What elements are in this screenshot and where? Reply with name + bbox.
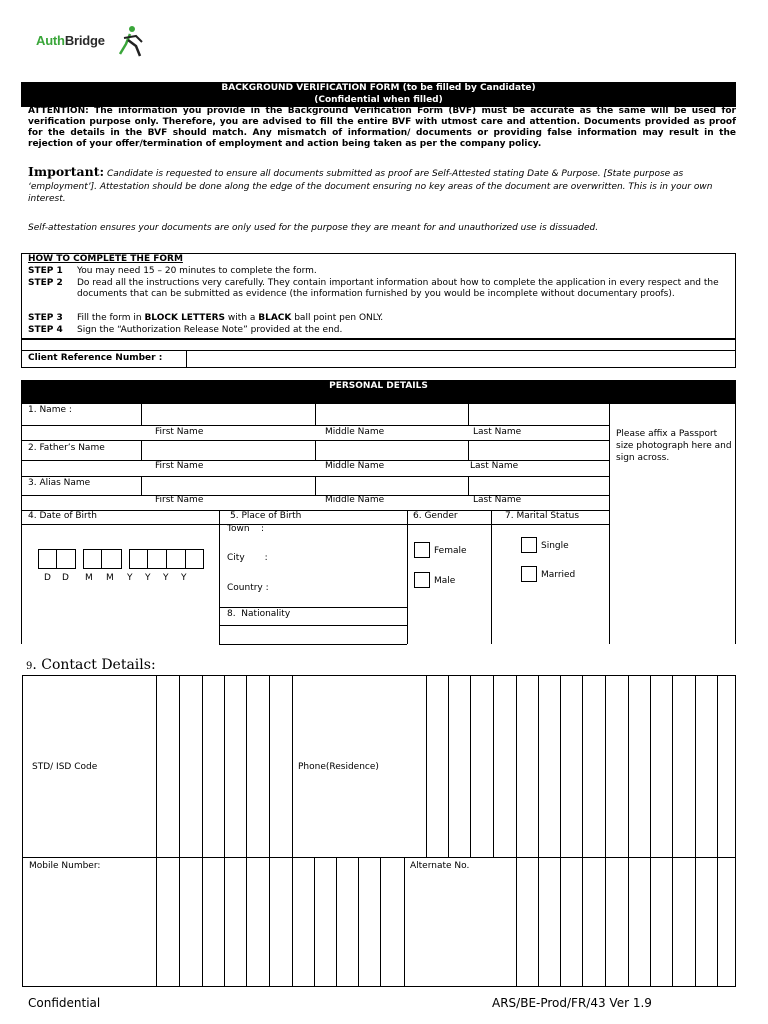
client-reference-label: Client Reference Number : [28,353,163,363]
table-rule [219,607,407,608]
father-middle-caption: Middle Name [325,461,385,471]
self-attestation-note: Self-attestation ensures your documents are only used for the purpose they are meant for and unauthorized use is dissuaded. [28,223,599,233]
married-checkbox[interactable] [521,566,537,582]
alias-first-name-field[interactable] [142,477,314,494]
table-rule [56,549,57,569]
country-field[interactable] [290,581,405,597]
table-rule [166,549,167,569]
father-first-name-field[interactable] [142,441,314,459]
gender-label: 6. Gender [413,511,458,521]
table-rule [21,460,609,461]
attention-note: ATTENTION: The information you provide in the Background Verification Form (BVF) must be accurate as the same will be used for verification purpose only. Therefore, you are advised to fill the entire BVF with utmost care and attention. Documents provided as proof for the details in the BVF should match. Any mismatch of information/ documents or providing false information may result in the rejection of your offer/termination of employment and action being taken as per the company policy. [28,106,736,149]
authbridge-logo [36,24,156,64]
alias-name-label: 3. Alias Name [28,478,91,488]
female-checkbox[interactable] [414,542,430,558]
married-label: Married [541,570,576,580]
town-field[interactable] [290,523,405,539]
std-isd-code-field[interactable] [157,676,291,856]
footer-form-code: ARS/BE-Prod/FR/43 Ver 1.9 [492,996,652,1010]
std-isd-code-label: STD/ ISD Code [32,762,98,772]
logo-wordmark: AuthBridge [36,33,105,48]
nationality-field[interactable] [220,626,406,643]
pob-label: 5. Place of Birth [230,511,302,521]
father-last-caption: Last Name [470,461,519,471]
table-rule [292,675,293,857]
dob-label: 4. Date of Birth [28,511,97,521]
alternate-number-field[interactable] [517,858,735,986]
table-rule [185,549,186,569]
table-rule [491,510,492,644]
important-text: Candidate is requested to ensure all documents submitted as proof are Self-Attested stating Date & Purpose. [State purpose as ‘employment’]. Attestation should be done along the edge of the document ensuring no key areas of the document are overwritten. This is in your own interest. [28,169,713,204]
how-title: HOW TO COMPLETE THE FORM [28,254,183,264]
female-label: Female [434,546,467,556]
alias-middle-caption: Middle Name [325,495,385,505]
table-rule [101,549,102,569]
city-label: City : [227,553,268,563]
photo-area[interactable] [610,405,734,643]
form-header [21,82,736,107]
form-subtitle: (Confidential when filled) [314,95,443,105]
dob-format-m1: M [85,573,93,583]
table-rule [219,644,407,645]
mobile-number-field[interactable] [157,858,403,986]
dob-format-y1: Y [127,573,133,583]
single-checkbox[interactable] [521,537,537,553]
first-name-caption: First Name [155,427,204,437]
middle-name-field[interactable] [316,405,467,424]
important-label: Important: [28,164,105,179]
dob-format-m2: M [106,573,114,583]
last-name-field[interactable] [469,405,608,424]
father-first-caption: First Name [155,461,204,471]
runner-icon [116,24,146,60]
city-field[interactable] [290,551,405,567]
dob-format-d1: D [44,573,51,583]
male-checkbox[interactable] [414,572,430,588]
single-label: Single [541,541,569,551]
middle-name-caption: Middle Name [325,427,385,437]
important-note [28,164,736,206]
last-name-caption: Last Name [473,427,522,437]
photo-instruction: Please affix a Passport size photograph here and sign across. [616,429,732,463]
footer-confidential: Confidential [28,996,101,1010]
nationality-label: 8. Nationality [227,609,291,619]
dob-format-y2: Y [145,573,151,583]
table-rule [21,425,609,426]
mobile-number-label: Mobile Number: [29,861,101,871]
phone-residence-field[interactable] [427,676,735,856]
table-rule [407,510,408,644]
first-name-field[interactable] [142,405,314,424]
personal-details-header: PERSONAL DETAILS [21,380,736,404]
table-rule [404,857,405,987]
marital-status-label: 7. Marital Status [505,511,580,521]
alias-last-name-field[interactable] [469,477,608,494]
dob-day-box[interactable] [38,549,76,569]
table-rule [147,549,148,569]
alternate-number-label: Alternate No. [410,861,470,871]
name-label: 1. Name : [28,405,72,415]
alias-last-caption: Last Name [473,495,522,505]
dob-format-y3: Y [163,573,169,583]
country-label: Country : [227,583,269,593]
father-name-label: 2. Father’s Name [28,443,105,453]
town-label: Town : [227,524,265,534]
dob-format-y4: Y [181,573,187,583]
alias-first-caption: First Name [155,495,204,505]
form-title: BACKGROUND VERIFICATION FORM (to be filled by Candidate) [221,83,536,93]
how-to-complete-box: HOW TO COMPLETE THE FORM STEP 1 You may need 15 – 20 minutes to complete the form. STEP 2 Do read all the instructions very carefully. They contain important information about how to complete the application in every respect and the documents that can be submitted as evidence (the information furnished by you would be incomplete without documentary proofs). STEP 3 Fill the form in BLOCK LETTERS with a BLACK ball point pen ONLY. STEP 4 Sign the “Authorization Release Note” provided at the end. [21,253,736,339]
dob-month-box[interactable] [83,549,122,569]
table-rule [219,510,220,644]
dob-format-d2: D [62,573,69,583]
father-last-name-field[interactable] [469,441,608,459]
phone-residence-label: Phone(Residence) [298,762,379,772]
contact-details-title: 9. Contact Details: [26,657,156,673]
father-middle-name-field[interactable] [316,441,467,459]
male-label: Male [434,576,456,586]
alias-middle-name-field[interactable] [316,477,467,494]
table-rule [735,404,736,644]
client-reference-field[interactable] [187,352,734,366]
